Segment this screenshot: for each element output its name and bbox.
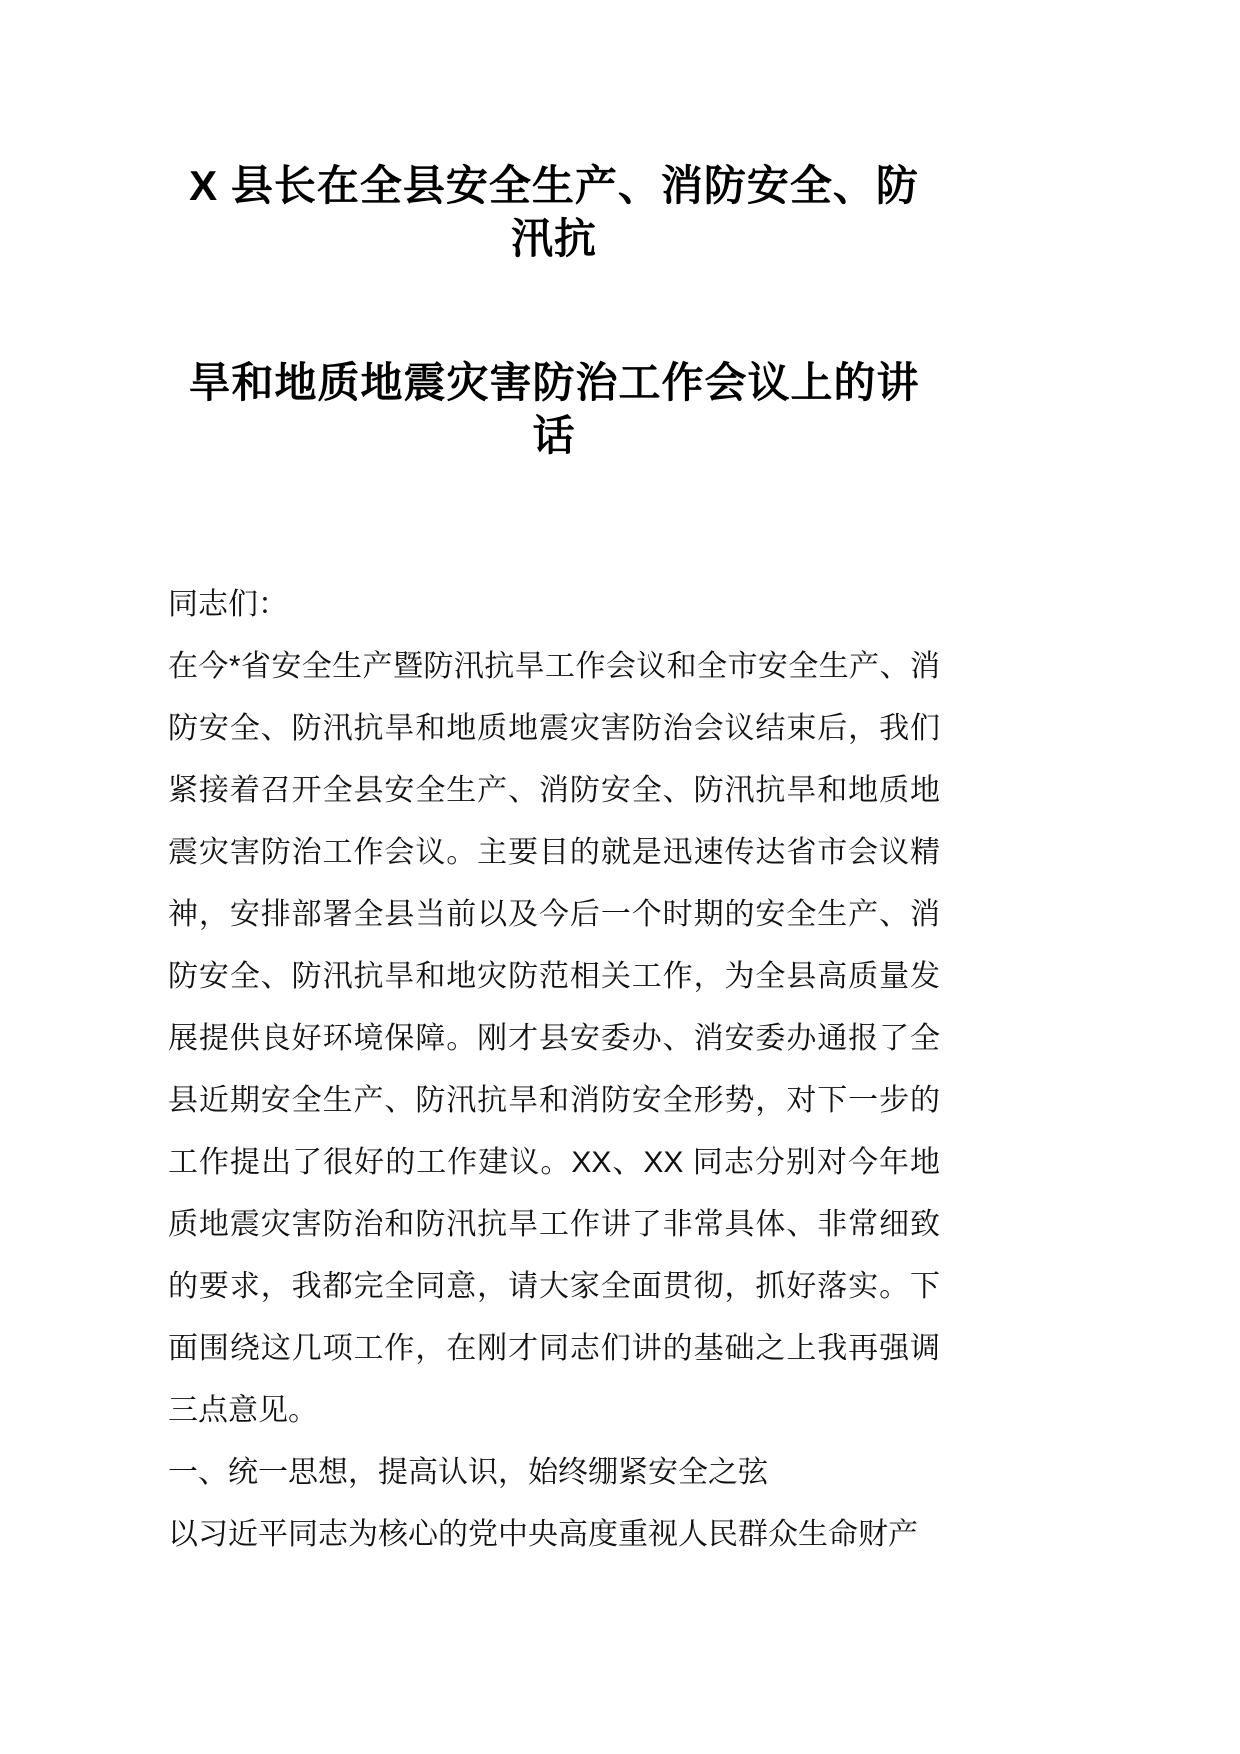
title-line-1: X 县长在全县安全生产、消防安全、防汛抗 (189, 162, 919, 262)
paragraph-main: 在今*省安全生产暨防汛抗旱工作会议和全市安全生产、消防安全、防汛抗旱和地质地震灾害防治会议结束后，我们紧接着召开全县安全生产、消防安全、防汛抗旱和地质地震灾害防治工作会议。主要目的就是迅速传达省市会议精神，安排部署全县当前以及今后一个时期的安全生产、消防安全、防汛抗旱和地灾防范相关工作，为全县高质量发展提供良好环境保障。刚才县安委办、消安委办通报了全县近期安全生产、防汛抗旱和消防安全形势，对下一步的工作提出了很好的工作建议。XX、XX 同志分别对今年地质地震灾害防治和防汛抗旱工作讲了非常具体、非常细致的要求，我都完全同意，请大家全面贯彻，抓好落实。下面围绕这几项工作，在刚才同志们讲的基础之上我再强调三点意见。 (168, 650, 940, 1427)
document-title (168, 160, 940, 462)
section-heading-1: 一、统一思想，提高认识，始终绷紧安全之弦 (168, 1456, 768, 1489)
paragraph-salutation: 同志们： (168, 588, 288, 621)
title-line-2: 旱和地质地震灾害防治工作会议上的讲话 (188, 359, 920, 459)
document-body (168, 574, 940, 1566)
paragraph-section-opening: 以习近平同志为核心的党中央高度重视人民群众生命财产 (168, 1518, 918, 1551)
